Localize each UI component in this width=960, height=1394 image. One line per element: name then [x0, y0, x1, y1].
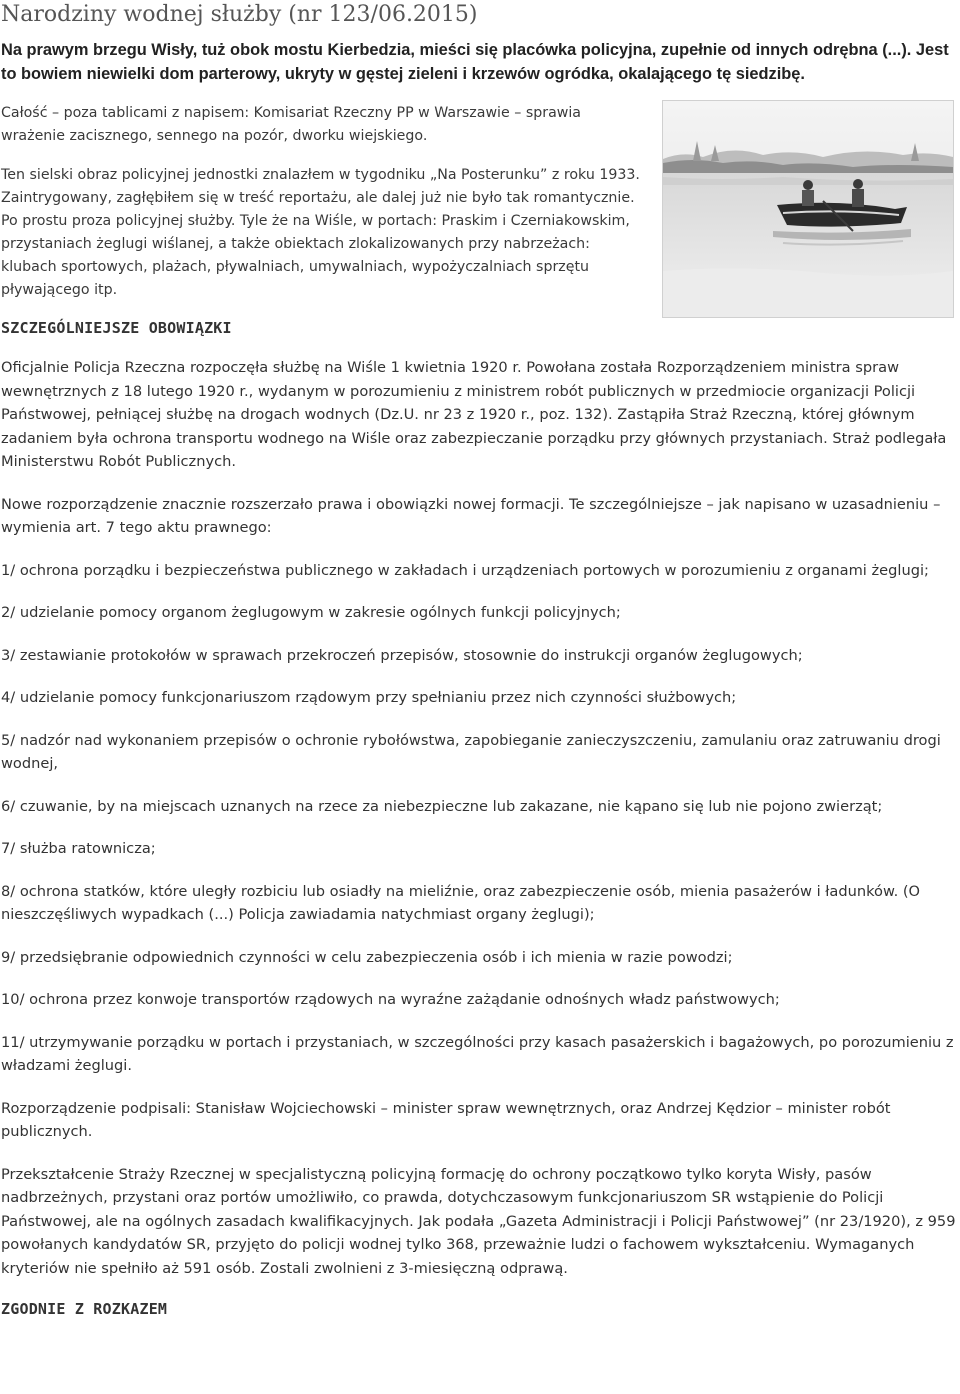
duty-item: 1/ ochrona porządku i bezpieczeństwa publicznego w zakładach i urządzeniach portowych w porozumieniu z organami żeglugi;: [1, 561, 929, 579]
article-lead: Na prawym brzegu Wisły, tuż obok mostu Kierbedzia, mieści się placówka policyjna, zupełnie od innych odrębna (...). Jest to bowiem niewielki dom parterowy, ukryty w gęstej zieleni i krzewów ogródka, okalającego tę siedzibę.: [1, 41, 949, 83]
duty-item: 9/ przedsiębranie odpowiednich czynności w celu zabezpieczenia osób i ich mienia w razie powodzi;: [1, 948, 733, 966]
body-paragraph: Rozporządzenie podpisali: Stanisław Wojciechowski – minister spraw wewnętrznych, oraz Andrzej Kędzior – minister robót publicznych.: [1, 1099, 891, 1140]
duty-item: 8/ ochrona statków, które uległy rozbiciu lub osiadły na mieliźnie, oraz zabezpieczenie osób, mienia pasażerów i ładunków. (O nieszczęśliwych wypadkach (...) Policja zawiadamia natychmiast organy żeglugi);: [1, 882, 921, 923]
body-paragraph: Nowe rozporządzenie znacznie rozszerzało prawa i obowiązki nowej formacji. Te szczególniejsze – jak napisano w uzasadnieniu – wymienia art. 7 tego aktu prawnego:: [1, 495, 941, 536]
intro-paragraph: Całość – poza tablicami z napisem: Komisariat Rzeczny PP w Warszawie – sprawia wrażenie zacisznego, sennego na pozór, dworku wiejskiego.: [1, 105, 581, 144]
article: [0, 2, 960, 1319]
intro-section: [1, 102, 958, 302]
duty-item: 4/ udzielanie pomocy funkcjonariuszom rządowym przy spełnianiu przez nich czynności służbowych;: [1, 689, 737, 706]
duty-item: 10/ ochrona przez konwoje transportów rządowych na wyraźne zażądanie odnośnych władz państwowych;: [1, 991, 780, 1008]
intro-paragraph: Ten sielski obraz policyjnej jednostki znalazłem w tygodniku „Na Posterunku” z roku 1933. Zaintrygowany, zagłębiłem się w treść reportażu, ale dalej już nie było tak romantycznie. Po prostu proza policyjnej służby. Tyle że na Wiśle, w portach: Praskim i Czerniakowskim, przystaniach żeglugi wiślanej, a także obiektach zlokalizowanych przy nabrzeżach: klubach sportowych, plażach, pływalniach, umywalniach, wypożyczalniach sprzętu pływającego itp.: [1, 167, 640, 298]
body-paragraph: Przekształcenie Straży Rzecznej w specjalistyczną policyjną formację do ochrony początkowo tylko koryta Wisły, pasów nadbrzeżnych, przystani oraz portów umożliwiło, co prawda, dotychczasowym funkcjonariuszom SR wstąpienie do Policji Państwowej, ale na ogólnych zasadach kwalifikacyjnych. Jak podała „Gazeta Administracji i Policji Państwowej” (nr 23/1920), z 959 powołanych kandydatów SR, przyjęto do policji wodnej tylko 368, przeważnie ludzi o fachowem wykształceniu. Wymaganych kryteriów nie spełniło aż 591 osób. Zostali zwolnieni z 3-miesięczną odprawą.: [1, 1165, 956, 1277]
boat-photo: [662, 100, 954, 318]
duty-item: 11/ utrzymywanie porządku w portach i przystaniach, w szczególności przy kasach pasażerskich i bagażowych, po porozumieniu z władzami żeglugi.: [1, 1033, 954, 1074]
body-paragraph: Oficjalnie Policja Rzeczna rozpoczęła służbę na Wiśle 1 kwietnia 1920 r. Powołana została Rozporządzeniem ministra spraw wewnętrznych z 18 lutego 1920 r., wydanym w porozumieniu z ministrem robót publicznych w przedmiocie organizacji Policji Państwowej, pełniącej służbę na drogach wodnych (Dz.U. nr 23 z 1920 r., poz. 132). Zastąpiła Straż Rzeczną, której głównym zadaniem była ochrona transportu wodnego na Wiśle oraz zabezpieczanie porządku przy głównych przystaniach. Straż podlegała Ministerstwu Robót Publicznych.: [1, 359, 947, 470]
section-heading: SZCZEGÓLNIEJSZE OBOWIĄZKI: [1, 319, 232, 337]
duty-item: 6/ czuwanie, by na miejscach uznanych na rzece za niebezpieczne lub zakazane, nie kąpano się lub nie pojono zwierząt;: [1, 797, 883, 815]
duty-item: 5/ nadzór nad wykonaniem przepisów o ochronie rybołówstwa, zapobieganie zanieczyszczeniu, zamulaniu oraz zatruwaniu drogi wodnej,: [1, 731, 941, 772]
duty-item: 7/ służba ratownicza;: [1, 840, 156, 857]
duty-item: 3/ zestawianie protokołów w sprawach przekroczeń przepisów, stosownie do instrukcji organów żeglugowych;: [1, 646, 803, 664]
article-title: Narodziny wodnej służby (nr 123/06.2015): [1, 2, 478, 27]
duty-item: 2/ udzielanie pomocy organom żeglugowym w zakresie ogólnych funkcji policyjnych;: [1, 604, 621, 621]
section-heading: ZGODNIE Z ROZKAZEM: [1, 1300, 168, 1318]
